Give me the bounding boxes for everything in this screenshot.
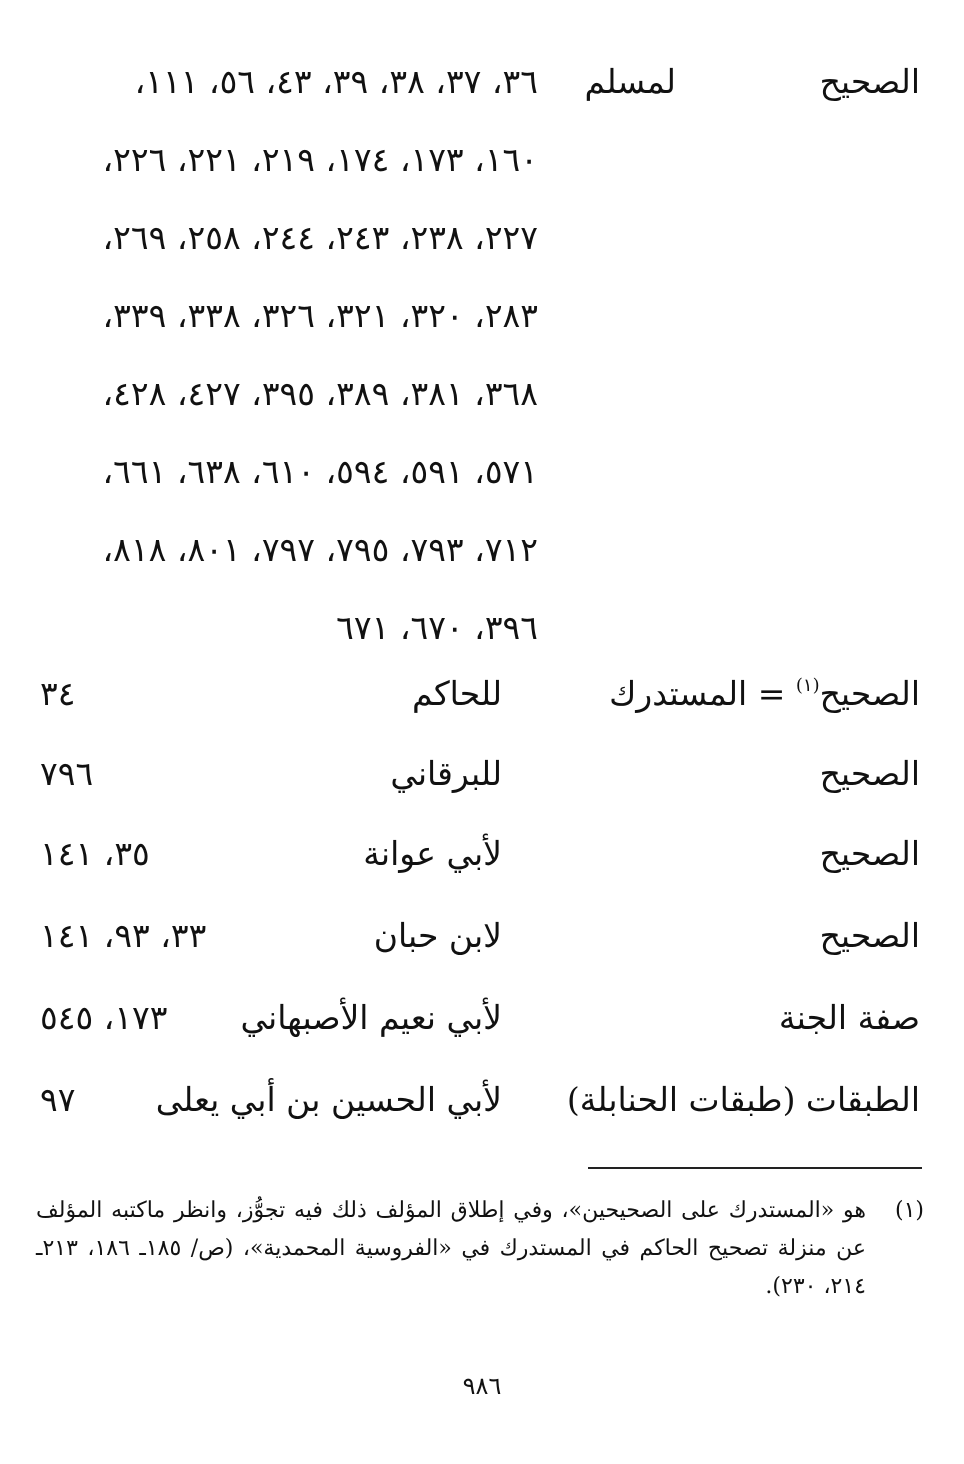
entry-refs-line: ١٦٠، ١٧٣، ١٧٤، ٢١٩، ٢٢١، ٢٢٦، (102, 140, 538, 179)
index-entry (40, 52, 920, 112)
index-entry (40, 744, 920, 804)
page-number: ٩٨٦ (462, 1372, 502, 1400)
entry-title (609, 664, 920, 724)
entry-refs: ٣٥، ١٤١ (40, 834, 150, 873)
entry-title: الصحيح (819, 834, 920, 873)
entry-author: لمسلم (584, 62, 676, 101)
entry-refs-line: ٣٦، ٣٧، ٣٨، ٣٩، ٤٣، ٥٦، ١١١، (134, 62, 538, 101)
entry-refs-line: ٢٢٧، ٢٣٨، ٢٤٣، ٢٤٤، ٢٥٨، ٢٦٩، (102, 218, 538, 257)
entry-title: الصحيح (819, 62, 920, 101)
entry-author: للحاكم (411, 674, 502, 713)
entry-refs: ٣٣، ٩٣، ١٤١ (40, 916, 207, 955)
entry-author: للبرقاني (390, 754, 502, 793)
footnote-separator (588, 1167, 922, 1169)
entry-title: الصحيح (819, 754, 920, 793)
entry-title: الصحيح (819, 916, 920, 955)
entry-refs-line: ٣٩٦، ٦٧٠، ٦٧١ (336, 608, 538, 647)
footnote-marker: (١) (894, 1198, 924, 1223)
entry-author: لابن حبان (373, 916, 502, 955)
entry-author: لأبي عوانة (363, 834, 502, 873)
entry-title: صفة الجنة (778, 998, 920, 1037)
entry-title-suffix: = المستدرك (609, 674, 796, 713)
entry-refs: ٧٩٦ (40, 754, 94, 793)
index-entry (40, 1070, 920, 1130)
entry-refs-line: ٣٦٨، ٣٨١، ٣٨٩، ٣٩٥، ٤٢٧، ٤٢٨، (102, 374, 538, 413)
entry-author: لأبي نعيم الأصبهاني (240, 998, 502, 1037)
entry-title-word: الصحيح (819, 674, 920, 713)
entry-title: الطبقات (طبقات الحنابلة) (566, 1080, 920, 1119)
entry-refs-line: ٢٨٣، ٣٢٠، ٣٢١، ٣٢٦، ٣٣٨، ٣٣٩، (102, 296, 538, 335)
footnote-ref: (١) (795, 675, 820, 696)
index-entry (40, 824, 920, 884)
index-entry (40, 664, 920, 724)
index-entry (40, 988, 920, 1048)
entry-author: لأبي الحسين بن أبي يعلى (155, 1080, 502, 1119)
entry-refs: ٣٤ (40, 674, 76, 713)
entry-refs-line: ٧١٢، ٧٩٣، ٧٩٥، ٧٩٧، ٨٠١، ٨١٨، (102, 530, 538, 569)
entry-refs: ١٧٣، ٥٤٥ (40, 998, 168, 1037)
entry-refs: ٩٧ (40, 1080, 76, 1119)
entry-refs-line: ٥٧١، ٥٩١، ٥٩٤، ٦١٠، ٦٣٨، ٦٦١، (102, 452, 538, 491)
footnote (36, 1192, 924, 1306)
index-entry (40, 906, 920, 966)
footnote-text: هو «المستدرك على الصحيحين»، وفي إطلاق المؤلف ذلك فيه تجوُّز، وانظر ماكتبه المؤلف عن منزلة تصحيح الحاكم في المستدرك في «الفروسية المحمدية»، (ص/ ١٨٥ـ ١٨٦، ٢١٣ـ ٢١٤، ٢٣٠). (36, 1198, 866, 1299)
